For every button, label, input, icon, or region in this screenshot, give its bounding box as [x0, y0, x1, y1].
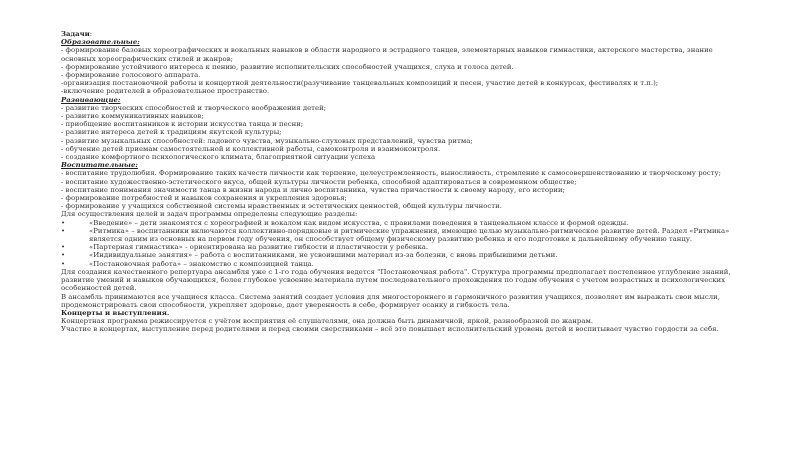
sections-intro: Для осуществления целей и задач программы определены следующие разделы:	[61, 210, 358, 219]
list-item: -организация постановочной работы и концертной деятельности(разучивание танцевальных композиций и песен, участие детей в конкурсах, фестивалях и т.п.);	[61, 79, 659, 88]
bullet-icon: •	[61, 243, 66, 252]
bullet-icon: •	[61, 251, 66, 260]
section-text: «Партерная гимнастика» - ориентирована на развитие гибкости и пластичности у ребенка.	[89, 243, 429, 252]
section-item	[61, 219, 736, 227]
list-item: - формирование голосового аппарата.	[61, 71, 201, 80]
list-item: - развитие творческих способностей и творческого воображения детей;	[61, 103, 327, 112]
section-item	[61, 251, 736, 259]
educational-heading: Образовательные:	[61, 38, 140, 47]
section-text: «Введение» – дети знакомятся с хореографией и вокалом как видом искусства, с правилами поведения в танцевальном классе и формой одежды.	[89, 218, 629, 227]
bullet-icon: •	[61, 226, 66, 235]
list-item: - развитие коммуникативных навыков;	[61, 112, 204, 121]
list-item: - формирование устойчивого интереса к пению, развитие исполнительских способностей учащихся, слуха и голоса детей.	[61, 62, 514, 71]
list-item: - развитие интереса детей к традициям якутской культуры;	[61, 128, 282, 137]
paragraph-participation: Участие в концертах, выступление перед родителями и перед своими сверстниками – всё это повышает исполнительский уровень детей и воспитывает чувство гордости за себя.	[61, 325, 719, 334]
section-item	[61, 243, 736, 251]
developing-heading: Развивающие:	[61, 95, 121, 104]
list-item: - воспитание понимания значимости танца в жизни народа и лично воспитанника, чувства причастности к своему народу, его истории;	[61, 185, 566, 194]
section-text: «Индивидуальные занятия» – работа с воспитанниками, не усвоившими материал из-за болезни, с вновь прибывшими детьми.	[89, 251, 558, 260]
list-item: - развитие музыкальных способностей: ладового чувства, музыкально-слуховых представлений, чувства ритма;	[61, 136, 473, 145]
paragraph-concert: Концертная программа режиссируется с учётом восприятия её слушателями, она должна быть динамичной, яркой, разнообразной по жанрам.	[61, 317, 594, 326]
tasks-heading: Задачи:	[61, 30, 93, 38]
list-item: - воспитание художественно-эстетического вкуса, общей культуры личности ребенка, способной адаптироваться в современном обществе;	[61, 177, 577, 186]
paragraph-repertoire: Для создания качественного репертуара ансамбля уже с 1-го года обучения ведется "Постановочная работа". Структура программы предполагает постепенное углубление знаний, развитие умений и навыков обучающихся, более глубокое усвоение материала путем последовательного прохождения по годам обучения с учетом возрастных и психологических особенностей детей.	[61, 267, 731, 293]
paragraph-ensemble: В ансамбль принимаются все учащиеся класса. Система занятий создает условия для многостороннего и гармоничного развития учащихся, позволяет им выражать свои мысли, продемонстрировать свои способности, укрепляет здоровье, дает уверенность в себе, формирует осанку и гибкость тела.	[61, 292, 721, 309]
list-item: - формирование потребностей и навыков сохранения и укрепления здоровья;	[61, 194, 347, 203]
section-text: «Постановочная работа» – знакомство с композицией танца.	[89, 259, 314, 268]
section-item	[61, 260, 736, 268]
section-text: «Ритмика» – воспитанники включаются коллективно-порядковые и ритмические упражнения, имеющие целью музыкально-ритмическое развитие детей. Раздел «Ритмика» является одним из основных на первом году обучения, он способствует общему физическому развитию ребенка и его подготовке к дальнейшему обучению танцу.	[89, 226, 730, 244]
list-item: -включение родителей в образовательное пространство.	[61, 87, 270, 96]
upbringing-heading: Воспитательные:	[61, 161, 138, 170]
list-item: - создание комфортного психологического климата, благоприятной ситуации успеха	[61, 153, 376, 162]
list-item: - приобщение воспитанников к истории искусства танца и песни;	[61, 120, 304, 129]
list-item: - формирование у учащихся собственной системы нравственных и эстетических ценностей, общей культуры личности.	[61, 202, 502, 211]
bullet-icon: •	[61, 259, 66, 268]
section-item	[61, 227, 736, 243]
bullet-icon: •	[61, 218, 66, 227]
list-item: - обучение детей приемам самостоятельной и коллективной работы, самоконтроля и взаимоконтроля.	[61, 144, 441, 153]
list-item: - воспитание трудолюбия. Формирование таких качеств личности как терпение, целеустремленность, выносливость, стремление к самосовершенствованию и творческому росту;	[61, 169, 721, 178]
concerts-heading: Концерты и выступления.	[61, 308, 170, 317]
list-item: - формирование базовых хореографических и вокальных навыков в области народного и эстрадного танцев, элементарных навыков гимнастики, актерского мастерства, знание основных хореографических стилей и жанров;	[61, 46, 713, 63]
